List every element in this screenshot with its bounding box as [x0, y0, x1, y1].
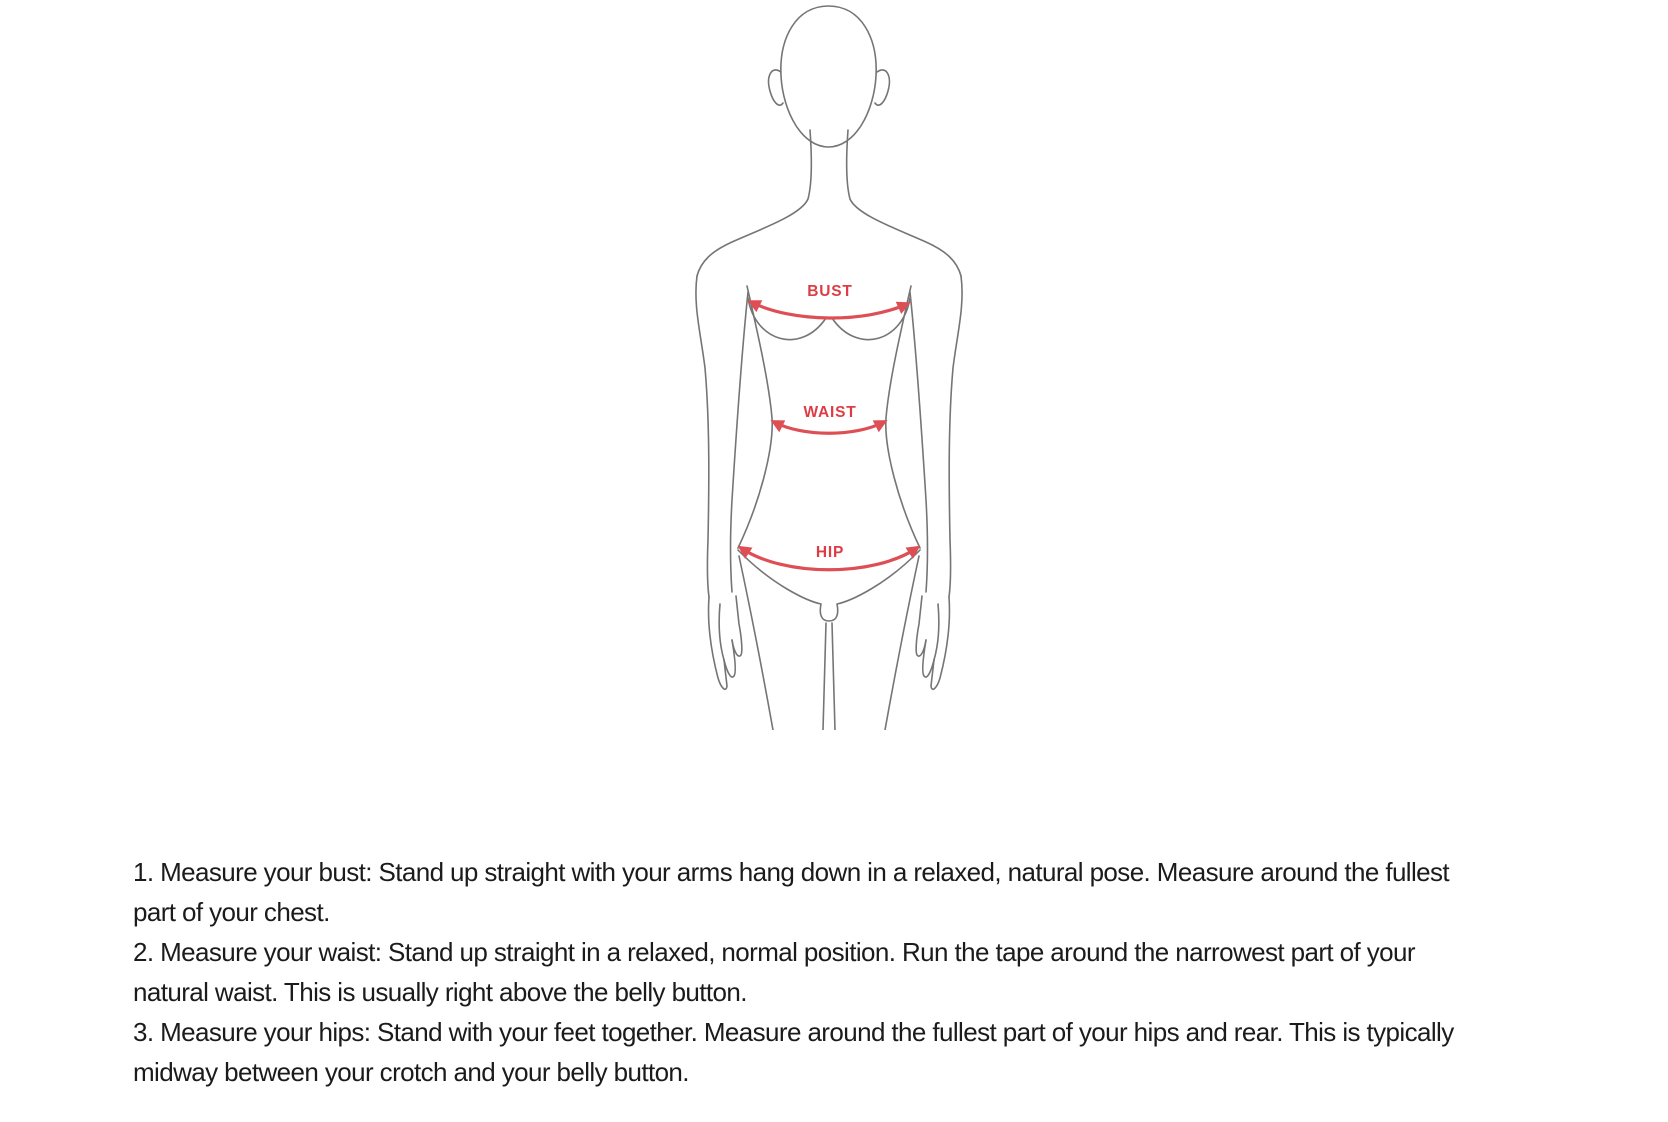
measurement-lines: [741, 302, 917, 570]
bust-measure-arrow: [751, 302, 907, 318]
instruction-line: 3. Measure your hips: Stand with your feet together. Measure around the fullest part of your hips and rear. This is typically: [133, 1017, 1454, 1047]
leg-outline: [739, 556, 773, 730]
body-measurement-diagram: [660, 0, 1000, 730]
waist-label: WAIST: [803, 404, 857, 421]
inner-leg-outline: [823, 623, 826, 730]
torso-outline: [738, 286, 772, 548]
instruction-line: midway between your crotch and your belly button.: [133, 1057, 689, 1087]
body-outline-center: [738, 6, 920, 621]
measurement-instructions: [133, 852, 1454, 1092]
arm-outline: [696, 276, 709, 597]
hip-label: HIP: [815, 544, 845, 561]
instruction-line: 1. Measure your bust: Stand up straight with your arms hang down in a relaxed, natural pose. Measure around the fullest: [133, 857, 1450, 887]
body-outline-left: [696, 70, 826, 730]
neck-shoulder-outline: [697, 130, 811, 276]
bust-label: BUST: [807, 283, 853, 300]
hand-finger: [732, 596, 742, 656]
waist-measure-arrow: [774, 422, 884, 433]
instruction-line: 2. Measure your waist: Stand up straight in a relaxed, normal position. Run the tape around the narrowest part of your: [133, 937, 1415, 967]
palm-line: [719, 604, 724, 660]
instruction-line: part of your chest.: [133, 897, 330, 927]
instruction-line: natural waist. This is usually right above the belly button.: [133, 977, 747, 1007]
body-outline-right: [832, 70, 962, 730]
measurement-figure: [660, 0, 1000, 730]
hand-outline: [709, 597, 727, 689]
head-outline: [781, 6, 876, 147]
